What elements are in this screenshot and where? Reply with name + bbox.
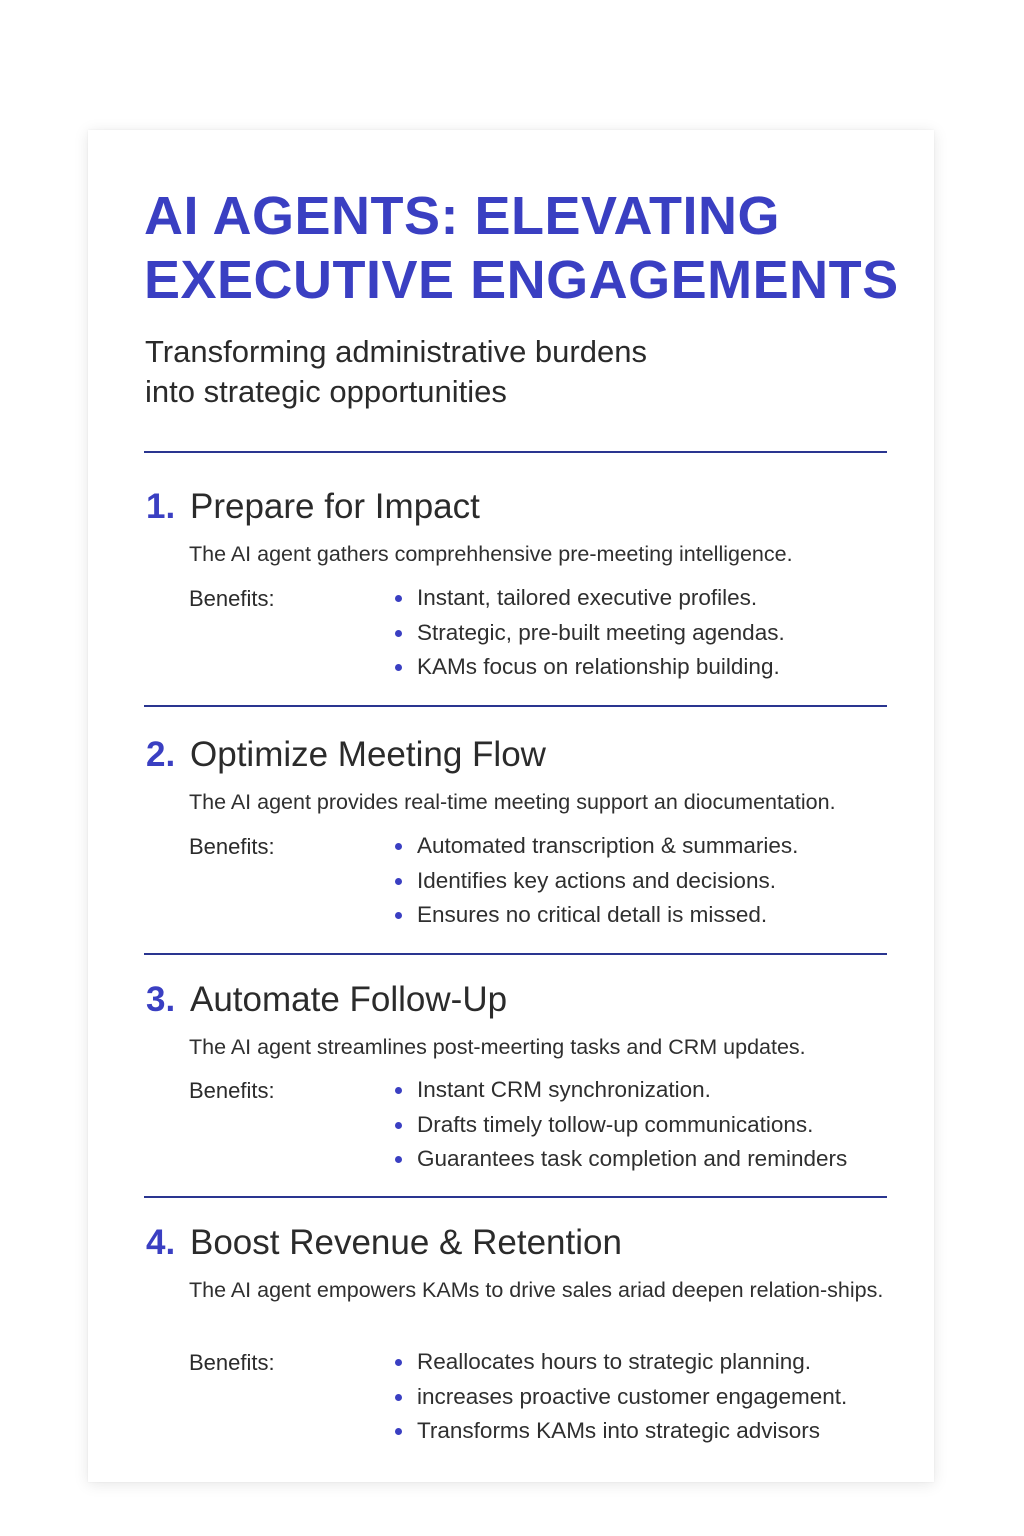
- benefits-list: [392, 1073, 932, 1177]
- page-subtitle: [145, 332, 845, 412]
- section-number: 4.: [146, 1223, 176, 1262]
- page-title: [144, 184, 924, 312]
- page-subtitle-line-1: Transforming administrative burdens: [145, 334, 647, 369]
- benefits-label: Benefits:: [189, 1078, 275, 1103]
- benefit-text: Instant, tailored executive profiles.: [417, 585, 758, 610]
- benefit-item: [392, 1142, 932, 1177]
- benefit-text: Automated transcription & summaries.: [417, 833, 799, 858]
- benefit-item: [392, 829, 932, 864]
- divider: [144, 705, 887, 707]
- section-heading: [146, 978, 507, 1022]
- benefit-item: [392, 1073, 932, 1108]
- benefits-list: [392, 829, 932, 933]
- benefit-text: Strategic, pre-built meeting agendas.: [417, 619, 785, 645]
- benefit-item: [392, 1380, 932, 1415]
- benefit-text: increases proactive customer engagement.: [417, 1383, 848, 1409]
- benefit-item: [392, 616, 932, 651]
- page-title-line-1: AI AGENTS: ELEVATING: [144, 186, 781, 246]
- benefits-label: Benefits:: [189, 834, 275, 859]
- section-title: Automate Follow-Up: [190, 980, 508, 1019]
- bullet-icon: [395, 664, 402, 671]
- section-heading: [146, 485, 480, 529]
- benefit-item: [392, 1414, 932, 1449]
- benefit-item: [392, 898, 932, 933]
- divider: [144, 953, 887, 955]
- bullet-icon: [395, 630, 402, 637]
- bullet-icon: [395, 1359, 402, 1366]
- benefit-text: Guarantees task completion and reminders: [417, 1146, 848, 1171]
- benefit-text: Transforms KAMs into strategic advisors: [417, 1418, 821, 1443]
- section-description: The AI agent empowers KAMs to drive sales ariad deepen relation-ships.: [189, 1278, 884, 1302]
- benefit-text: Drafts timely tollow-up communications.: [417, 1111, 814, 1137]
- benefit-text: Identifies key actions and decisions.: [417, 867, 776, 893]
- benefit-item: [392, 1108, 932, 1143]
- bullet-icon: [395, 1156, 402, 1163]
- benefit-text: Reallocates hours to strategic planning.: [417, 1349, 811, 1374]
- bullet-icon: [395, 1087, 402, 1094]
- benefit-item: [392, 864, 932, 899]
- bullet-icon: [395, 878, 402, 885]
- section-title: Prepare for Impact: [190, 487, 480, 526]
- section-number: 2.: [146, 735, 176, 774]
- section-heading: [146, 733, 546, 777]
- section-title: Optimize Meeting Flow: [190, 735, 546, 774]
- bullet-icon: [395, 1394, 402, 1401]
- benefit-item: [392, 650, 932, 685]
- section-title: Boost Revenue & Retention: [190, 1223, 622, 1262]
- bullet-icon: [395, 595, 402, 602]
- benefits-list: [392, 581, 932, 685]
- bullet-icon: [395, 912, 402, 919]
- divider: [144, 1196, 887, 1198]
- page-title-line-2: EXECUTIVE ENGAGEMENTS: [144, 250, 899, 310]
- benefit-text: Instant CRM synchronization.: [417, 1077, 711, 1102]
- section-heading: [146, 1221, 622, 1265]
- benefit-item: [392, 581, 932, 616]
- page-subtitle-line-2: into strategic opportunities: [145, 374, 507, 409]
- bullet-icon: [395, 843, 402, 850]
- divider: [144, 451, 887, 453]
- benefits-label: Benefits:: [189, 1350, 275, 1375]
- benefits-label: Benefits:: [189, 586, 275, 611]
- bullet-icon: [395, 1122, 402, 1129]
- bullet-icon: [395, 1428, 402, 1435]
- benefit-item: [392, 1345, 932, 1380]
- benefit-text: Ensures no critical detall is missed.: [417, 902, 768, 927]
- section-number: 3.: [146, 980, 176, 1019]
- section-description: The AI agent gathers comprehhensive pre-meeting intelligence.: [189, 542, 793, 566]
- section-description: The AI agent streamlines post-meerting tasks and CRM updates.: [189, 1035, 806, 1059]
- section-description: The AI agent provides real-time meeting support an diocumentation.: [189, 790, 836, 814]
- section-number: 1.: [146, 487, 176, 526]
- benefit-text: KAMs focus on relationship building.: [417, 654, 780, 679]
- benefits-list: [392, 1345, 932, 1449]
